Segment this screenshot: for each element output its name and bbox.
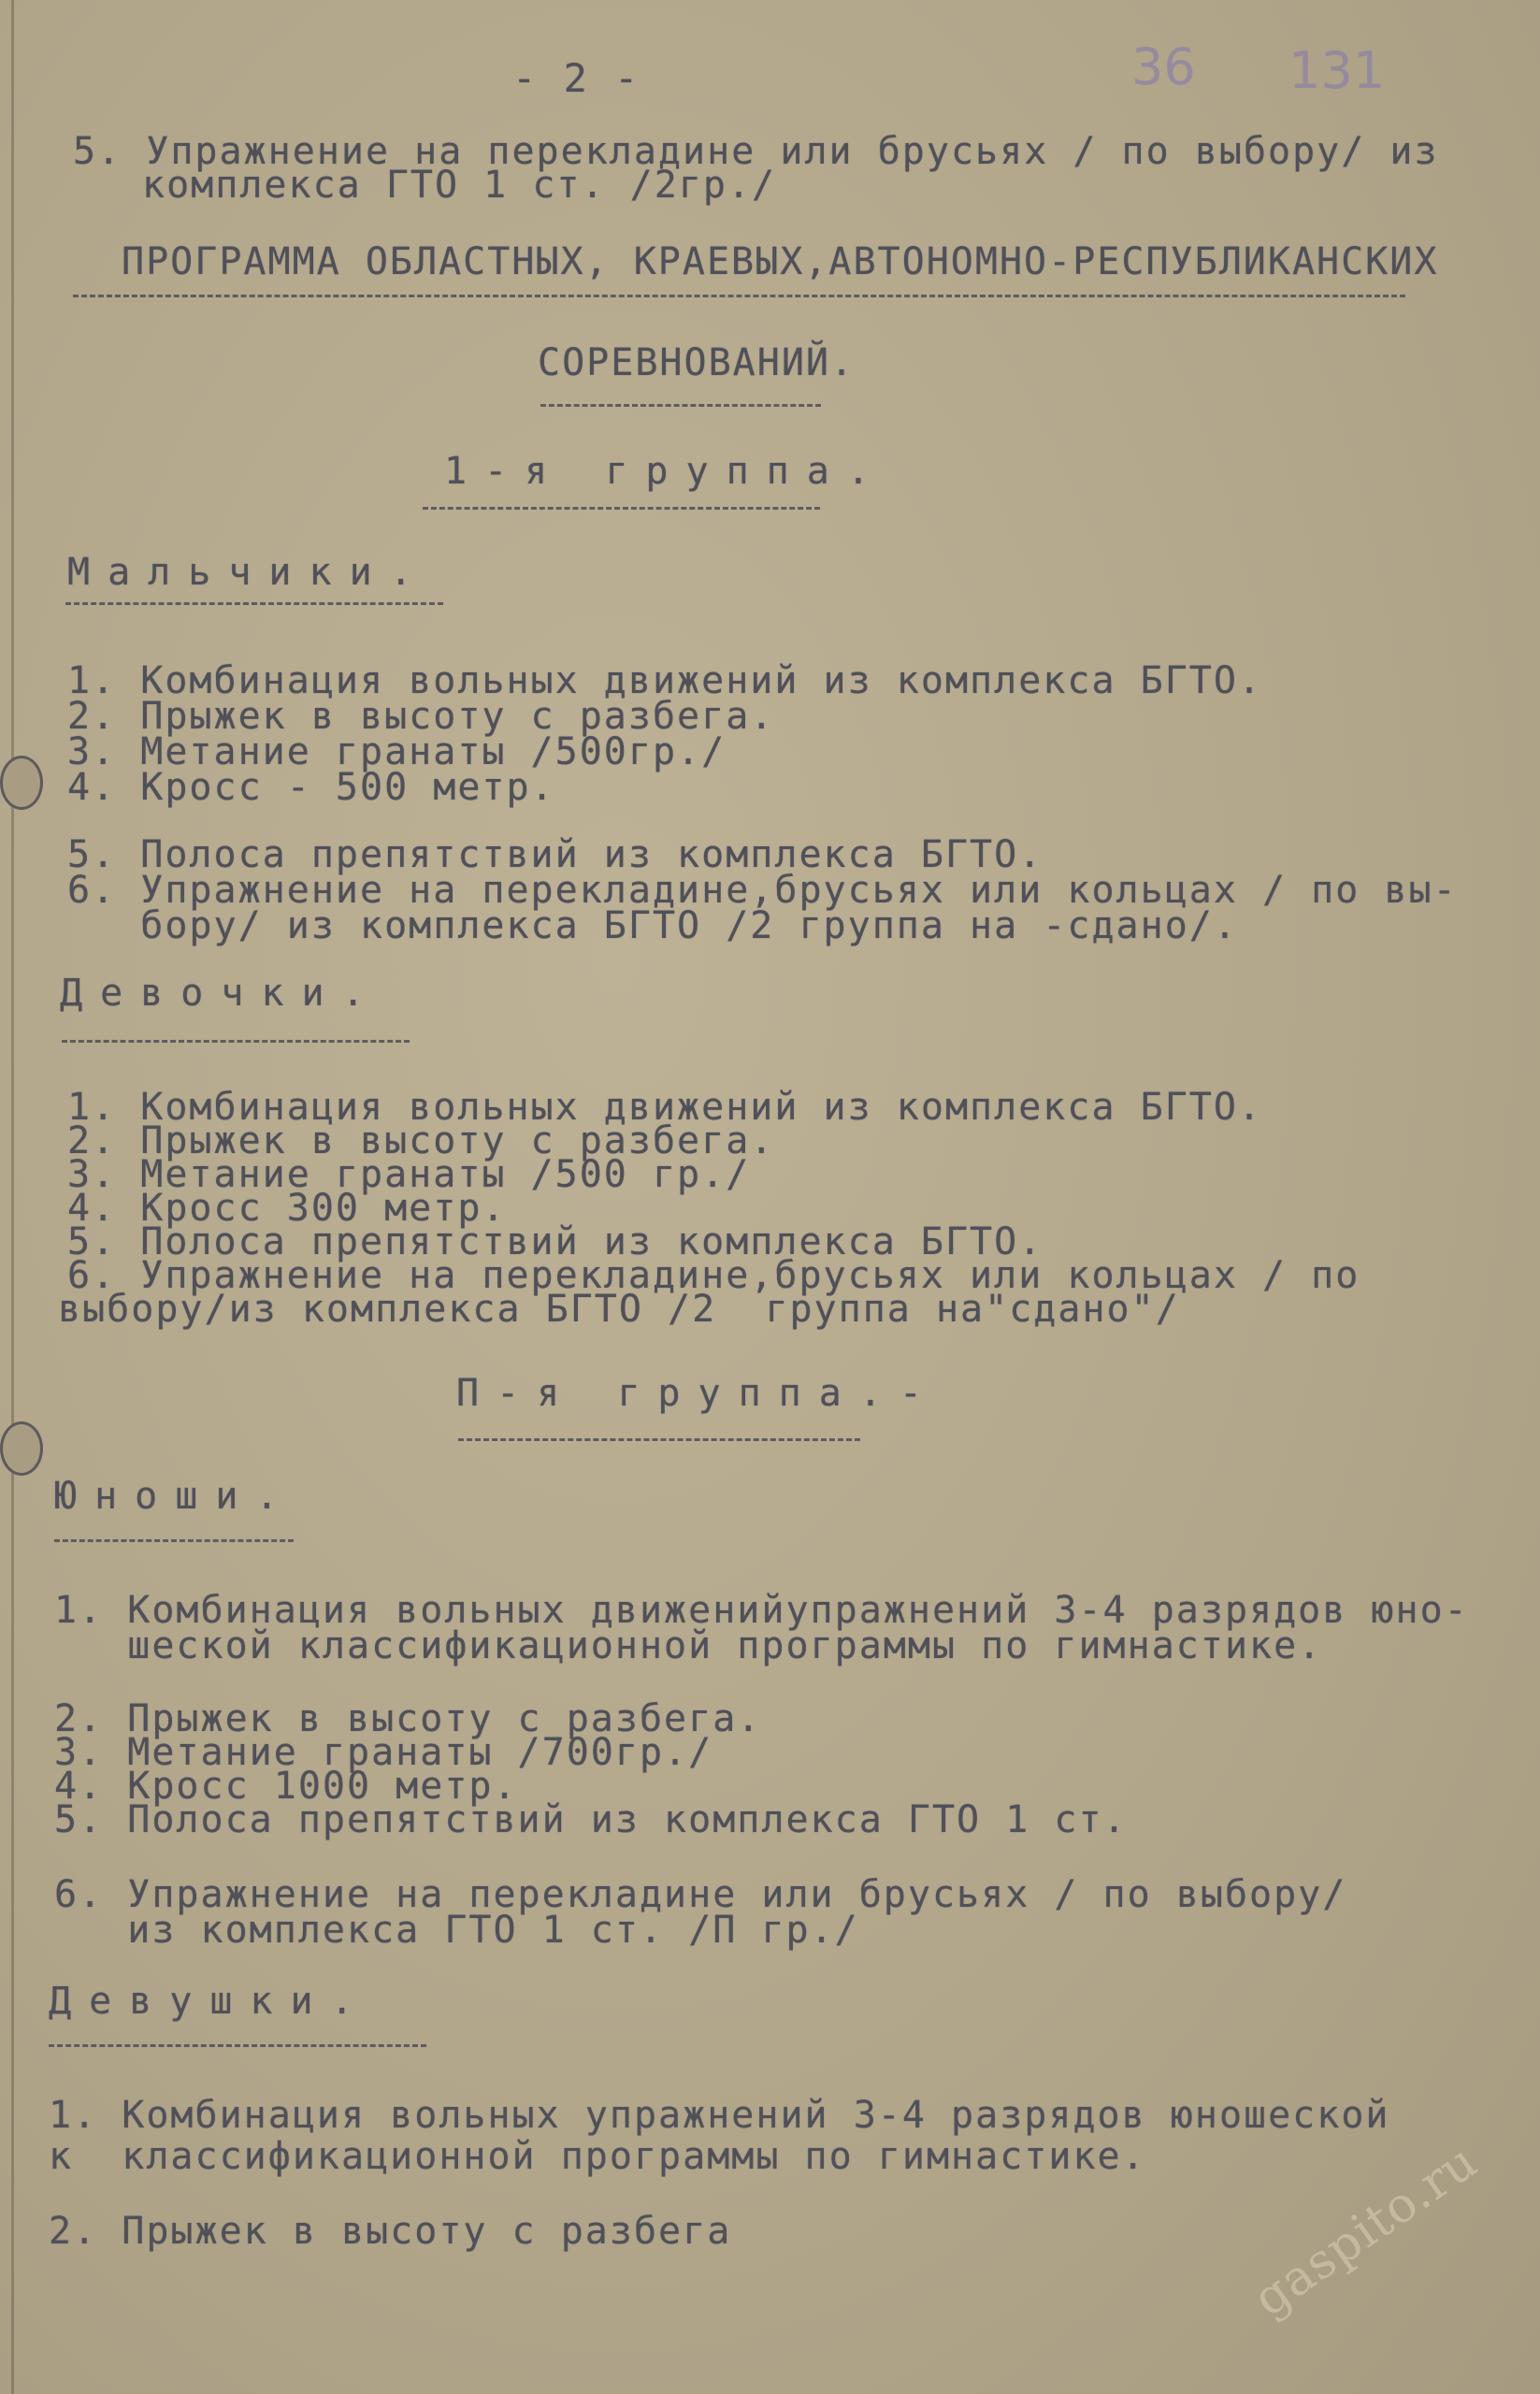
group-title: 1-я группа.: [444, 450, 887, 493]
section-heading: Мальчики.: [67, 551, 430, 594]
program-title: СОРЕВНОВАНИЙ.: [538, 341, 856, 384]
list-item: 1. Комбинация вольных движенийупражнений 3-4 разрядов юно-: [54, 1589, 1469, 1632]
group-title: П-я группа.-: [456, 1372, 940, 1415]
archive-mark: 131: [1288, 41, 1386, 100]
underline: [73, 295, 1405, 297]
list-item: из комплекса ГТО 1 ст. /П гр./: [54, 1909, 859, 1952]
list-item: 4. Кросс - 500 метр.: [67, 766, 555, 809]
page-number: - 2 -: [512, 55, 640, 101]
list-item: 5. Полоса препятствий из комплекса БГТО.: [67, 833, 1043, 876]
list-item: к классификационной программы по гимнастике.: [49, 2135, 1146, 2178]
list-item: 5. Полоса препятствий из комплекса БГТО.: [67, 1220, 1043, 1263]
section-heading: Девочки.: [60, 972, 382, 1015]
underline: [423, 507, 820, 510]
intro-item-line: комплекса ГТО 1 ст. /2гр./: [142, 164, 777, 207]
list-item: 6. Упражнение на перекладине или брусьях / по выбору/: [54, 1873, 1347, 1916]
section-heading: Девушки.: [49, 1980, 371, 2023]
list-item: 6. Упражнение на перекладине,брусьях или кольцах / по вы-: [67, 869, 1458, 912]
list-item: 2. Прыжек в высоту с разбега.: [67, 1119, 775, 1162]
list-item: 1. Комбинация вольных упражнений 3-4 разрядов юношеской: [49, 2094, 1390, 2137]
list-item: 1. Комбинация вольных движений из комплекса БГТО.: [67, 1086, 1263, 1129]
list-item: шеской классификационной программы по гимнастике.: [54, 1624, 1323, 1667]
list-item: 3. Метание гранаты /700гр./: [54, 1731, 713, 1774]
underline: [458, 1438, 860, 1441]
list-item: 2. Прыжек в высоту с разбега.: [67, 695, 775, 738]
underline: [540, 404, 821, 407]
underline: [65, 602, 443, 605]
archive-mark: 36: [1131, 37, 1196, 96]
list-item: выбору/из комплекса БГТО /2 группа на"сдано"/: [58, 1288, 1180, 1331]
list-item: 1. Комбинация вольных движений из комплекса БГТО.: [67, 659, 1263, 702]
page-edge: [11, 0, 14, 2394]
list-item: 2. Прыжек в высоту с разбега: [49, 2210, 732, 2253]
list-item: 3. Метание гранаты /500 гр./: [67, 1153, 751, 1196]
list-item: бору/ из комплекса БГТО /2 группа на -сдано/.: [67, 904, 1238, 947]
list-item: 5. Полоса препятствий из комплекса ГТО 1 ст.: [54, 1798, 1128, 1841]
list-item: 4. Кросс 1000 метр.: [54, 1765, 518, 1808]
list-item: 4. Кросс 300 метр.: [67, 1187, 507, 1230]
list-item: 6. Упражнение на перекладине,брусьях или кольцах / по: [67, 1254, 1360, 1297]
watermark: gaspito.ru: [1244, 2133, 1489, 2329]
intro-item-line: 5. Упражнение на перекладине или брусьях / по выбору/ из: [73, 130, 1439, 173]
list-item: 2. Прыжек в высоту с разбега.: [54, 1697, 762, 1740]
underline: [49, 2044, 426, 2047]
underline: [62, 1040, 410, 1043]
underline: [54, 1539, 294, 1542]
binder-hole: [0, 1421, 43, 1476]
list-item: 3. Метание гранаты /500гр./: [67, 730, 727, 773]
program-title: ПРОГРАММА ОБЛАСТНЫХ, КРАЕВЫХ,АВТОНОМНО-РЕСПУБЛИКАНСКИХ: [122, 240, 1439, 283]
section-heading: Юноши.: [54, 1475, 296, 1518]
binder-hole: [0, 756, 43, 810]
